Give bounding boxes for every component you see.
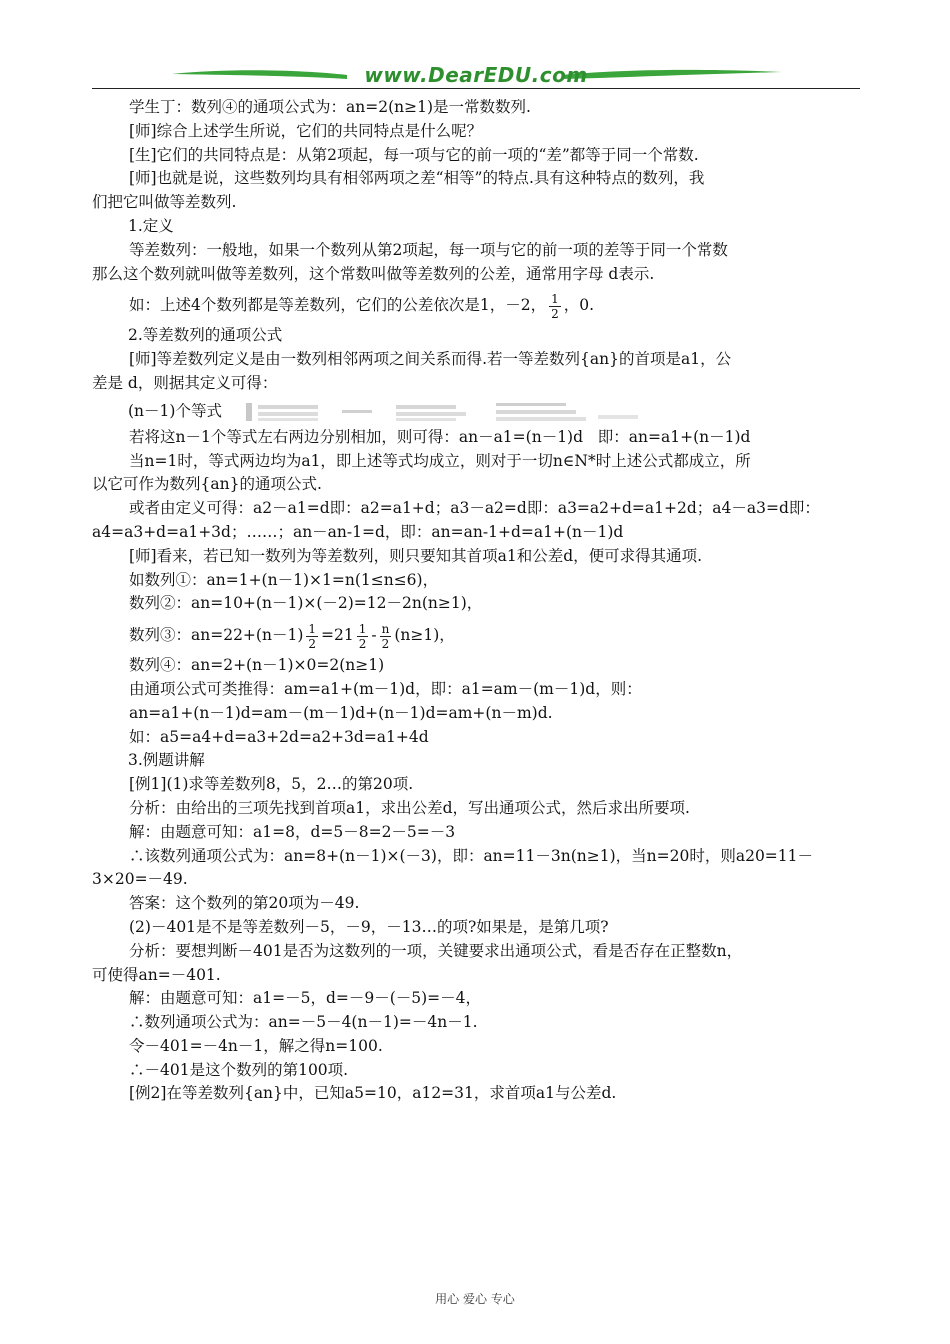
text-line: 由通项公式可类推得：am=a1+(m－1)d，即：a1=am－(m－1)d，则： <box>129 679 642 698</box>
fraction-numerator: 1 <box>308 621 317 636</box>
text-line: 们把它叫做等差数列. <box>92 193 237 212</box>
fraction-denominator: 2 <box>381 636 390 651</box>
text-line: 3×20=－49. <box>92 870 188 889</box>
text-line: 学生丁：数列④的通项公式为：an=2(n≥1)是一常数数列. <box>129 98 531 116</box>
section-heading: 2.等差数列的通项公式 <box>128 326 283 345</box>
fraction <box>357 622 369 651</box>
text-segment: (n－1)个等式 <box>128 401 222 420</box>
text-line: [例1](1)求等差数列8，5，2…的第20项. <box>129 775 414 794</box>
text-line: 等差数列：一般地，如果一个数列从第2项起，每一项与它的前一项的差等于同一个常数 <box>129 240 728 259</box>
fraction-numerator: 1 <box>551 291 559 306</box>
text-line: 当n=1时，等式两边均为a1，即上述等式均成立，则对于一切n∈N*时上述公式都成立，所 <box>129 451 751 470</box>
text-segment: =21 <box>321 626 354 645</box>
text-line: 如数列①：an=1+(n－1)×1=n(1≤n≤6)， <box>129 570 439 589</box>
section-heading: 3.例题讲解 <box>128 751 205 770</box>
text-segment: - <box>371 626 377 645</box>
text-segment: (n≥1)， <box>394 626 455 645</box>
text-line: a4=a3+d=a1+3d；……；an－an-1=d，即：an=an-1+d=a1+(n－1)d <box>92 522 624 541</box>
text-line: [师]也就是说，这些数列均具有相邻两项之差“相等”的特点.具有这种特点的数列，我 <box>129 169 705 188</box>
text-line <box>92 286 860 324</box>
fraction-numerator: 1 <box>358 621 367 636</box>
document-body <box>92 96 860 1106</box>
text-line: 那么这个数列就叫做等差数列，这个常数叫做等差数列的公差，通常用字母 d表示. <box>92 264 655 283</box>
text-line: 数列④：an=2+(n－1)×0=2(n≥1) <box>129 656 385 675</box>
text-line: (2)－401是不是等差数列－5，－9，－13…的项?如果是，是第几项? <box>129 917 609 936</box>
text-line: 可使得an=－401. <box>92 965 221 984</box>
fraction-denominator: 2 <box>308 636 317 651</box>
text-line: ∴数列通项公式为：an=－5－4(n－1)=－4n－1. <box>129 1013 478 1032</box>
text-line: 数列②：an=10+(n－1)×(－2)=12－2n(n≥1)， <box>129 594 483 613</box>
fraction-denominator: 2 <box>551 306 559 321</box>
text-line <box>92 616 860 654</box>
text-line: 差是 d，则据其定义可得： <box>92 373 278 392</box>
text-line <box>92 396 860 426</box>
blurred-equations-image <box>246 399 646 425</box>
fraction-denominator: 2 <box>358 636 367 651</box>
text-segment: 如：上述4个数列都是等差数列，它们的公差依次是1，－2， <box>129 296 547 315</box>
text-line: [师]等差数列定义是由一数列相邻两项之间关系而得.若一等差数列{an}的首项是a1，公 <box>129 350 732 369</box>
text-line: 解：由题意可知：a1=8，d=5－8=2－5=－3 <box>129 822 456 841</box>
text-line: 分析：要想判断－401是否为这数列的一项，关键要求出通项公式，看是否存在正整数n， <box>129 941 743 960</box>
fraction-numerator: n <box>381 621 390 636</box>
fraction <box>549 292 561 321</box>
text-line: [师]综合上述学生所说，它们的共同特点是什么呢？ <box>129 121 483 140</box>
text-line: 或者由定义可得：a2－a1=d即：a2=a1+d；a3－a2=d即：a3=a2+d=a1+2d；a4－a3=d即： <box>129 499 820 518</box>
text-line: 以它可作为数列{an}的通项公式. <box>92 475 322 494</box>
site-header-banner <box>92 62 860 90</box>
page-footer: 用心 爱心 专心 <box>435 1292 515 1306</box>
text-line: [师]看来，若已知一数列为等差数列，则只要知其首项a1和公差d，便可求得其通项. <box>129 546 703 565</box>
text-line: 分析：由给出的三项先找到首项a1，求出公差d，写出通项公式，然后求出所要项. <box>129 798 690 817</box>
text-line: [生]它们的共同特点是：从第2项起，每一项与它的前一项的“差”都等于同一个常数. <box>129 145 699 164</box>
text-line: 答案：这个数列的第20项为－49. <box>129 894 360 913</box>
text-line: 令－401=－4n－1，解之得n=100. <box>129 1036 383 1055</box>
text-segment: 数列③：an=22+(n－1) <box>129 626 304 645</box>
section-heading: 1.定义 <box>128 216 174 235</box>
text-line: 若将这n－1个等式左右两边分别相加，则可得：an－a1=(n－1)d 即：an=a1+(n－1)d <box>129 427 751 446</box>
text-line: 解：由题意可知：a1=－5，d=－9－(－5)=－4， <box>129 989 482 1008</box>
fraction <box>306 622 318 651</box>
text-line: 如：a5=a4+d=a3+2d=a2+3d=a1+4d <box>129 727 429 746</box>
fraction <box>380 622 392 651</box>
header-rule <box>92 88 860 89</box>
text-segment: ，0. <box>563 296 595 315</box>
site-logo-text: www.DearEDU.com <box>364 63 588 87</box>
text-line: ∴－401是这个数列的第100项. <box>129 1060 349 1079</box>
text-line: [例2]在等差数列{an}中，已知a5=10，a12=31，求首项a1与公差d. <box>129 1084 617 1103</box>
text-line: ∴该数列通项公式为：an=8+(n－1)×(－3)，即：an=11－3n(n≥1)，当n=20时，则a20=11－ <box>129 846 814 865</box>
text-line: an=a1+(n－1)d=am－(m－1)d+(n－1)d=am+(n－m)d. <box>129 703 553 722</box>
